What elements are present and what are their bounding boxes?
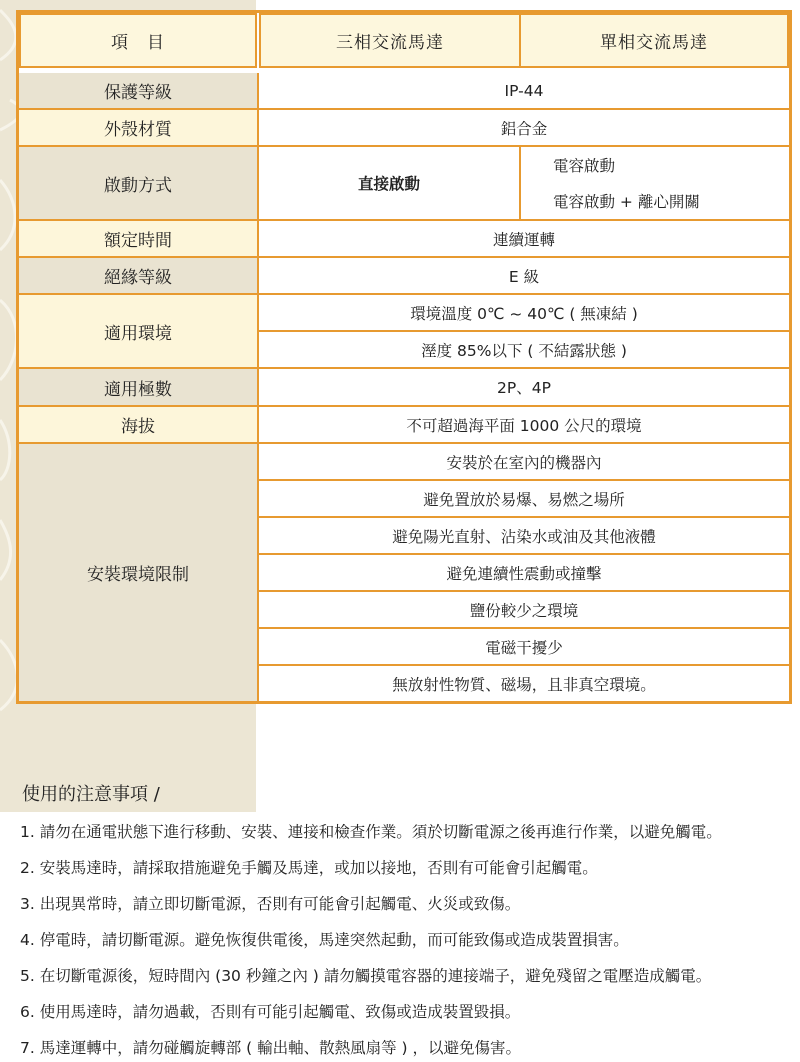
note-item-5: 5. 在切斷電源後，短時間內 (30 秒鐘之內 ) 請勿觸摸電容器的連接端子，避免殘留之電壓造成觸電。 xyxy=(20,967,712,985)
startup-option-capacitor: 電容啟動 xyxy=(553,157,616,175)
note-item-7: 7. 馬達運轉中，請勿碰觸旋轉部 ( 輸出軸、散熱風扇等 ) ，以避免傷害。 xyxy=(20,1039,522,1057)
value-rated-time: 連續運轉 xyxy=(257,221,789,258)
label-environment: 適用環境 xyxy=(19,295,257,369)
note-item-6: 6. 使用馬達時，請勿過載，否則有可能引起觸電、致傷或造成裝置毀損。 xyxy=(20,1003,521,1021)
label-housing: 外殼材質 xyxy=(19,110,257,147)
label-insulation: 絕緣等級 xyxy=(19,258,257,295)
value-install-2: 避免置放於易爆、易燃之場所 xyxy=(257,481,789,518)
header-three-phase: 三相交流馬達 xyxy=(259,13,521,68)
value-altitude: 不可超過海平面 1000 公尺的環境 xyxy=(257,407,789,444)
spec-table xyxy=(16,10,792,704)
note-item-1: 1. 請勿在通電狀態下進行移動、安裝、連接和檢查作業。須於切斷電源之後再進行作業，以避免觸電。 xyxy=(20,823,722,841)
label-install: 安裝環境限制 xyxy=(19,444,257,701)
label-rated-time: 額定時間 xyxy=(19,221,257,258)
value-poles: 2P、4P xyxy=(257,369,789,407)
note-item-2: 2. 安裝馬達時，請採取措施避免手觸及馬達，或加以接地，否則有可能會引起觸電。 xyxy=(20,859,598,877)
notes-title: 使用的注意事項 / xyxy=(22,784,160,805)
value-startup-single-phase xyxy=(519,147,789,221)
value-insulation: E 級 xyxy=(257,258,789,295)
value-environment-humidity: 溼度 85%以下 ( 不結露狀態 ) xyxy=(257,332,789,369)
value-startup-three-phase: 直接啟動 xyxy=(257,147,519,221)
value-install-4: 避免連續性震動或撞擊 xyxy=(257,555,789,592)
label-altitude: 海拔 xyxy=(19,407,257,444)
value-environment-temperature: 環境溫度 0℃ ~ 40℃ ( 無凍結 ) xyxy=(257,295,789,332)
value-install-3: 避免陽光直射、沾染水或油及其他液體 xyxy=(257,518,789,555)
label-startup: 啟動方式 xyxy=(19,147,257,221)
header-single-phase: 單相交流馬達 xyxy=(519,13,789,68)
value-install-6: 電磁干擾少 xyxy=(257,629,789,666)
value-install-5: 鹽份較少之環境 xyxy=(257,592,789,629)
header-item: 項 目 xyxy=(19,13,257,68)
note-item-3: 3. 出現異常時，請立即切斷電源，否則有可能會引起觸電、火災或致傷。 xyxy=(20,895,521,913)
startup-option-capacitor-switch: 電容啟動 + 離心開關 xyxy=(553,193,700,211)
value-install-7: 無放射性物質、磁場，且非真空環境。 xyxy=(257,666,789,701)
value-install-1: 安裝於在室內的機器內 xyxy=(257,444,789,481)
note-item-4: 4. 停電時，請切斷電源。避免恢復供電後，馬達突然起動，而可能致傷或造成裝置損害。 xyxy=(20,931,629,949)
value-protection: IP-44 xyxy=(257,73,789,110)
value-housing: 鋁合金 xyxy=(257,110,789,147)
label-poles: 適用極數 xyxy=(19,369,257,407)
label-protection: 保護等級 xyxy=(19,73,257,110)
